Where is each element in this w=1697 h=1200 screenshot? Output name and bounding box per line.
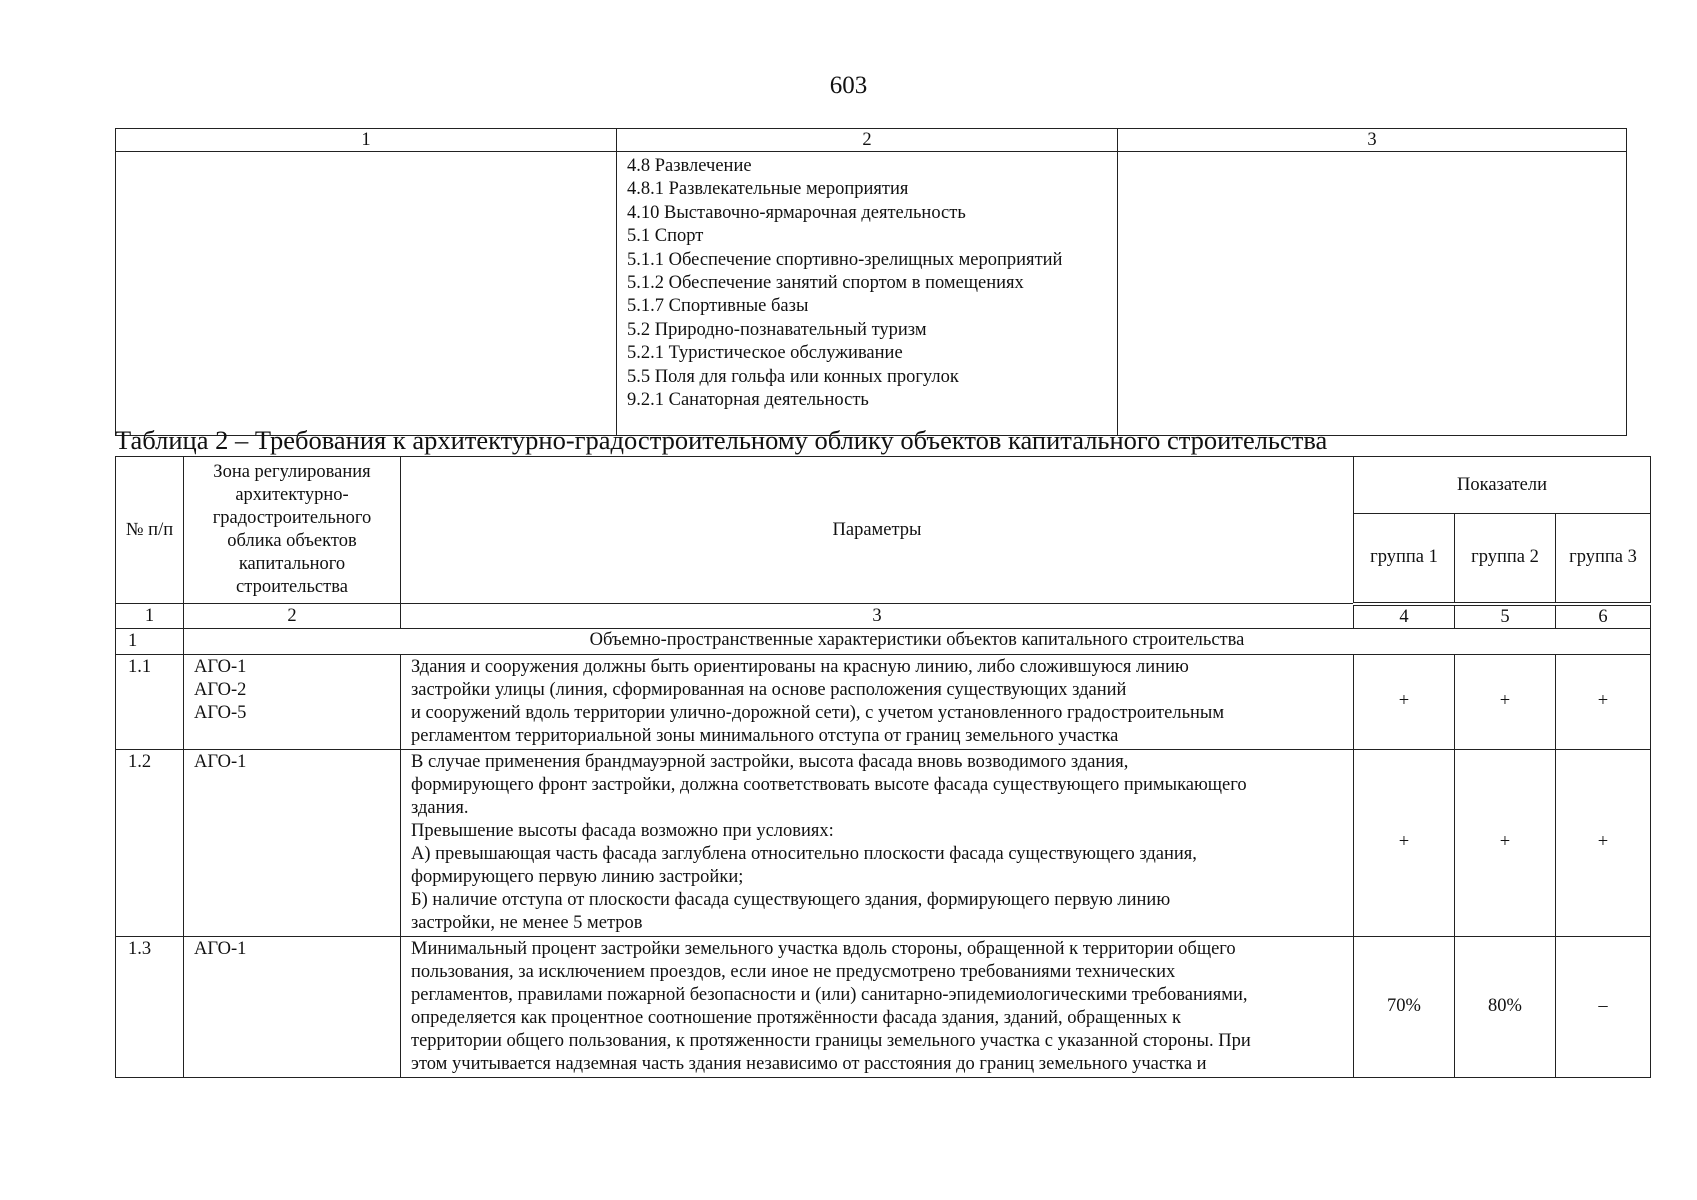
table-1-cell-empty: [1118, 152, 1627, 436]
text-line: территории общего пользования, к протяженности границы земельного участка с указанной стороны. При: [411, 1030, 1251, 1051]
text-line: формирующего первую линию застройки;: [411, 866, 744, 887]
use-type-item: 5.1.2 Обеспечение занятий спортом в помещениях: [627, 273, 1024, 294]
parameter-text: [401, 749, 1354, 936]
table-1-col-1-header: 1: [116, 129, 617, 152]
section-title: Объемно-пространственные характеристики объектов капитального строительства: [184, 628, 1651, 654]
row-number: 1.3: [116, 936, 184, 1077]
table-1-continuation: [115, 128, 1627, 436]
column-numbers-row: [116, 604, 1651, 629]
text-line: В случае применения брандмауэрной застройки, высота фасада вновь возводимого здания,: [411, 751, 1129, 772]
table-1-cell-empty: [116, 152, 617, 436]
indicators-header: Показатели: [1354, 457, 1651, 514]
text-line: регламентом территориальной зоны минимального отступа от границ земельного участка: [411, 725, 1119, 746]
use-type-item: 9.2.1 Санаторная деятельность: [627, 390, 869, 411]
zone-cell: [184, 749, 401, 936]
group-2-header: группа 2: [1455, 514, 1556, 604]
text-line: застройки, не менее 5 метров: [411, 912, 643, 933]
zone-code: АГО-1: [194, 751, 247, 772]
text-line: Б) наличие отступа от плоскости фасада существующего здания, формирующего первую линию: [411, 889, 1171, 910]
group-2-value: 80%: [1455, 936, 1556, 1077]
group-2-value: +: [1455, 654, 1556, 749]
text-line: пользования, за исключением проездов, если иное не предусмотрено требованиями технических: [411, 961, 1176, 982]
column-number: 4: [1354, 604, 1455, 629]
row-number: 1.2: [116, 749, 184, 936]
group-1-header: группа 1: [1354, 514, 1455, 604]
use-type-item: 5.1.1 Обеспечение спортивно-зрелищных мероприятий: [627, 249, 1063, 270]
section-row: [116, 628, 1651, 654]
table-1-row: [116, 152, 1627, 436]
text-line: Превышение высоты фасада возможно при условиях:: [411, 820, 834, 841]
text-line: регламентов, правилами пожарной безопасности и (или) санитарно-эпидемиологическими требованиями,: [411, 984, 1248, 1005]
zone-cell: [184, 936, 401, 1077]
text-line: формирующего фронт застройки, должна соответствовать высоте фасада существующего примыкающего: [411, 774, 1247, 795]
group-3-value: +: [1556, 749, 1651, 936]
zone-code: АГО-1: [194, 656, 247, 677]
zone-code: АГО-1: [194, 938, 247, 959]
zone-cell: [184, 654, 401, 749]
num-header: № п/п: [116, 457, 184, 604]
text-line: и сооружений вдоль территории улично-дорожной сети), с учетом установленного градостроительным: [411, 702, 1225, 723]
page-number: 603: [829, 72, 868, 99]
zone-code: АГО-2: [194, 679, 247, 700]
text-line: Здания и сооружения должны быть ориентированы на красную линию, либо сложившуюся линию: [411, 656, 1189, 677]
table-row: [116, 749, 1651, 936]
table-1-col-3-header: 3: [1118, 129, 1627, 152]
use-type-item: 4.10 Выставочно-ярмарочная деятельность: [627, 202, 966, 223]
group-1-value: 70%: [1354, 936, 1455, 1077]
table-2: [115, 456, 1651, 1078]
use-type-item: 4.8.1 Развлекательные мероприятия: [627, 179, 909, 200]
group-1-value: +: [1354, 749, 1455, 936]
row-number: 1.1: [116, 654, 184, 749]
parameter-text: [401, 654, 1354, 749]
text-line: застройки улицы (линия, сформированная на основе расположения существующих зданий: [411, 679, 1127, 700]
column-number: 2: [184, 604, 401, 629]
zone-header: Зона регулирования архитектурно-градостроительного облика объектов капитального строительства: [184, 457, 401, 604]
column-number: 5: [1455, 604, 1556, 629]
table-row: [116, 654, 1651, 749]
table-2-header-row: [116, 457, 1651, 514]
table-2-caption: Таблица 2 – Требования к архитектурно-градостроительному облику объектов капитального строительства: [115, 425, 1328, 455]
group-2-value: +: [1455, 749, 1556, 936]
group-3-value: +: [1556, 654, 1651, 749]
table-row: [116, 936, 1651, 1077]
table-1-header-row: [116, 129, 1627, 152]
text-line: А) превышающая часть фасада заглублена относительно плоскости фасада существующего здания,: [411, 843, 1197, 864]
use-type-item: 5.5 Поля для гольфа или конных прогулок: [627, 366, 959, 387]
parameter-text: [401, 936, 1354, 1077]
section-number: 1: [116, 628, 184, 654]
zone-code: АГО-5: [194, 702, 247, 723]
use-type-item: 5.2 Природно-познавательный туризм: [627, 319, 927, 340]
text-line: определяется как процентное соотношение протяжённости фасада здания, зданий, обращенных к: [411, 1007, 1181, 1028]
use-type-item: 5.1.7 Спортивные базы: [627, 296, 809, 317]
group-3-header: группа 3: [1556, 514, 1651, 604]
group-3-value: –: [1556, 936, 1651, 1077]
table-1-col-2-header: 2: [617, 129, 1118, 152]
text-line: Минимальный процент застройки земельного участка вдоль стороны, обращенной к территории общего: [411, 938, 1236, 959]
column-number: 3: [401, 604, 1354, 629]
column-number: 1: [116, 604, 184, 629]
group-1-value: +: [1354, 654, 1455, 749]
use-type-item: 4.8 Развлечение: [627, 156, 752, 176]
text-line: этом учитывается надземная часть здания независимо от расстояния до границ земельного участка и: [411, 1053, 1207, 1074]
text-line: здания.: [411, 797, 469, 818]
params-header: Параметры: [401, 457, 1354, 604]
table-1-use-types-cell: [617, 152, 1118, 436]
use-type-item: 5.2.1 Туристическое обслуживание: [627, 343, 903, 364]
use-type-item: 5.1 Спорт: [627, 226, 704, 247]
column-number: 6: [1556, 604, 1651, 629]
